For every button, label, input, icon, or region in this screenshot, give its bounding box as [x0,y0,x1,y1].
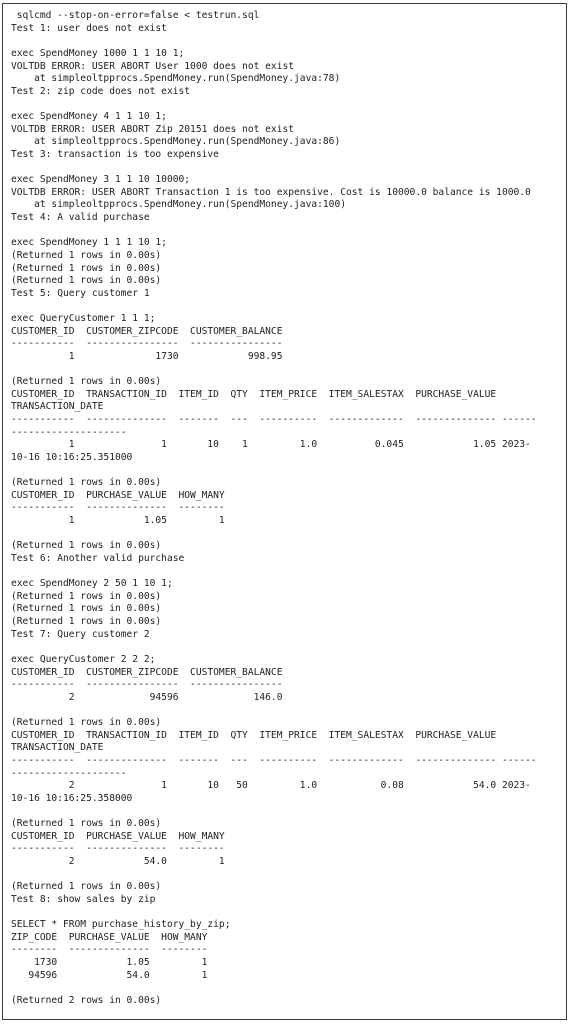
terminal-line: Test 4: A valid purchase [11,212,150,223]
terminal-line: Test 5: Query customer 1 [11,287,150,299]
terminal-line: VOLTDB ERROR: USER ABORT Transaction 1 is too expensive. Cost is 10000.0 balance is 1000.0 [11,186,531,198]
terminal-line: Test 6: Another valid purchase [11,552,185,564]
terminal-line: (Returned 1 rows in 0.00s) [11,477,162,489]
terminal-line [11,225,537,238]
terminal-line: CUSTOMER_ID TRANSACTION_ID ITEM_ID QTY ITEM_PRICE ITEM_SALESTAX PURCHASE_VALUE [11,729,497,741]
terminal-line: ZIP_CODE PURCHASE_VALUE HOW_MANY [11,931,208,943]
terminal-line: 1 1.05 1 [11,515,225,526]
terminal-line: (Returned 1 rows in 0.00s) [11,818,162,829]
terminal-line: (Returned 1 rows in 0.00s) [11,376,162,388]
terminal-line [11,641,537,654]
terminal-line: ----------- -------------- -------- [11,502,225,514]
terminal-line: CUSTOMER_ID PURCHASE_VALUE HOW_MANY [11,830,225,842]
terminal-line: 2 94596 146.0 [11,691,283,703]
terminal-line: 94596 54.0 1 [11,969,208,981]
terminal-line: 10-16 10:16:25.351000 [11,451,133,463]
terminal-window [2,3,567,1020]
terminal-line: TRANSACTION_DATE [11,742,104,754]
terminal-line: CUSTOMER_ID CUSTOMER_ZIPCODE CUSTOMER_BALANCE [11,666,283,678]
terminal-line: VOLTDB ERROR: USER ABORT User 1000 does not exist [11,60,295,72]
terminal-line: Test 7: Query customer 2 [11,628,150,640]
terminal-line: CUSTOMER_ID PURCHASE_VALUE HOW_MANY [11,489,225,501]
terminal-line: (Returned 2 rows in 0.00s) [11,994,162,1006]
terminal-line: Test 1: user does not exist [11,22,167,34]
terminal-line: exec SpendMoney 1 1 1 10 1; [11,237,167,249]
terminal-line: Test 2: zip code does not exist [11,85,191,97]
terminal-line [11,566,537,579]
terminal-line: (Returned 1 rows in 0.00s) [11,249,162,261]
terminal-line [11,162,537,175]
terminal-line: ----------- -------------- -------- [11,843,225,855]
terminal-line: (Returned 1 rows in 0.00s) [11,275,162,287]
terminal-line: sqlcmd --stop-on-error=false < testrun.sql [11,10,260,21]
terminal-line: CUSTOMER_ID TRANSACTION_ID ITEM_ID QTY ITEM_PRICE ITEM_SALESTAX PURCHASE_VALUE [11,388,497,400]
terminal-line [11,35,537,48]
terminal-line [11,98,537,111]
terminal-line: 2 1 10 50 1.0 0.08 54.0 2023- [11,780,531,792]
terminal-line: 2 54.0 1 [11,855,225,867]
terminal-line [11,805,537,818]
terminal-line: 1 1730 998.95 [11,350,283,362]
terminal-line: (Returned 1 rows in 0.00s) [11,590,162,602]
terminal-line [11,465,537,478]
terminal-line: (Returned 1 rows in 0.00s) [11,540,162,552]
terminal-line: Test 3: transaction is too expensive [11,148,219,160]
terminal-line: exec SpendMoney 4 1 1 10 1; [11,111,167,122]
terminal-line: -------------------- [11,426,127,438]
terminal-line: exec QueryCustomer 2 2 2; [11,653,156,665]
terminal-line: (Returned 1 rows in 0.00s) [11,881,162,893]
terminal-line: (Returned 1 rows in 0.00s) [11,603,162,615]
terminal-line: CUSTOMER_ID CUSTOMER_ZIPCODE CUSTOMER_BALANCE [11,325,283,337]
terminal-line [11,704,537,717]
terminal-line: TRANSACTION_DATE [11,401,104,413]
terminal-line [11,364,537,377]
terminal-line: Test 8: show sales by zip [11,893,156,905]
terminal-line [11,528,537,541]
terminal-line: exec SpendMoney 2 50 1 10 1; [11,578,173,590]
terminal-output[interactable] [11,10,537,1007]
terminal-line [11,300,537,313]
terminal-line [11,982,537,995]
terminal-line: 1 1 10 1 1.0 0.045 1.05 2023- [11,439,531,451]
terminal-line: at simpleoltpprocs.SpendMoney.run(SpendMoney.java:100) [11,199,347,211]
terminal-line: -------------------- [11,767,127,779]
terminal-line: (Returned 1 rows in 0.00s) [11,717,162,728]
terminal-line: ----------- ---------------- ---------------- [11,679,283,691]
terminal-line: 1730 1.05 1 [11,956,208,968]
terminal-line: 10-16 10:16:25.358000 [11,792,133,804]
terminal-line: ----------- -------------- ------- --- ---------- ------------- -------------- ------ [11,414,537,425]
terminal-line: exec SpendMoney 1000 1 1 10 1; [11,47,185,59]
terminal-line: VOLTDB ERROR: USER ABORT Zip 20151 does not exist [11,123,295,135]
terminal-line: SELECT * FROM purchase_history_by_zip; [11,919,231,930]
terminal-line: exec QueryCustomer 1 1 1; [11,313,156,324]
terminal-line: at simpleoltpprocs.SpendMoney.run(SpendMoney.java:78) [11,73,341,85]
terminal-line [11,906,537,919]
terminal-line: ----------- -------------- ------- --- ---------- ------------- -------------- ------ [11,754,537,766]
terminal-line: (Returned 1 rows in 0.00s) [11,262,162,274]
terminal-line: exec SpendMoney 3 1 1 10 10000; [11,174,191,186]
terminal-line [11,869,537,882]
terminal-line: (Returned 1 rows in 0.00s) [11,616,162,627]
terminal-line: -------- -------------- -------- [11,944,208,956]
terminal-line: at simpleoltpprocs.SpendMoney.run(SpendMoney.java:86) [11,136,341,148]
terminal-line: ----------- ---------------- ---------------- [11,338,283,350]
